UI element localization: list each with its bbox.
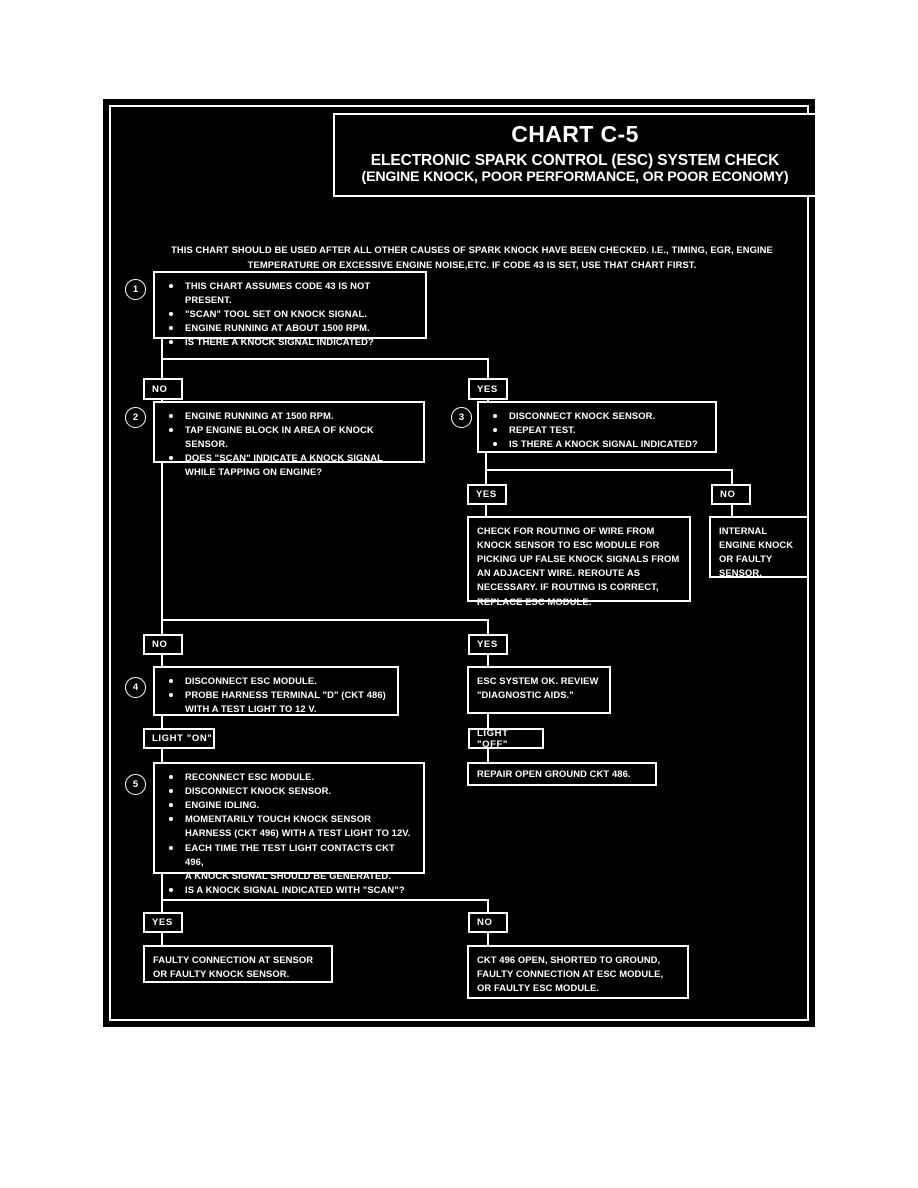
list-item-line2: A KNOCK SIGNAL SHOULD BE GENERATED. <box>185 869 391 881</box>
connector <box>487 899 489 913</box>
step-3-bullets <box>489 409 707 451</box>
result-text: REPAIR OPEN GROUND CKT 486. <box>477 767 631 779</box>
result-box-esc-ok <box>467 666 611 714</box>
connector <box>161 619 163 635</box>
branch-tag-no: NO <box>143 378 183 400</box>
connector <box>485 453 487 470</box>
list-item-line2: WITH A TEST LIGHT TO 12 V. <box>185 703 317 715</box>
chart-intro-text: THIS CHART SHOULD BE USED AFTER ALL OTHER CAUSES OF SPARK KNOCK HAVE BEEN CHECKED. I.E., TIMING, EGR, ENGINE TEMPERATURE OR EXCESSIVE ENGINE NOISE,ETC. IF CODE 43 IS SET, USE THAT CHART FIRST. <box>171 244 773 270</box>
branch-tag-light-on: LIGHT "ON" <box>143 728 215 749</box>
list-item <box>165 841 415 883</box>
connector <box>487 358 489 379</box>
step-5-bullets <box>165 770 415 897</box>
list-item: REPEAT TEST. <box>489 423 707 437</box>
result-box-repair-ground <box>467 762 657 786</box>
connector <box>487 619 489 635</box>
chart-title-line2: (ENGINE KNOCK, POOR PERFORMANCE, OR POOR ECONOMY) <box>361 168 789 185</box>
list-item: IS THERE A KNOCK SIGNAL INDICATED? <box>165 335 417 349</box>
step-4-box <box>153 666 399 716</box>
chart-number: CHART C-5 <box>511 121 639 147</box>
list-item-line1: EACH TIME THE TEST LIGHT CONTACTS CKT 496, <box>185 841 395 867</box>
connector <box>161 874 163 900</box>
list-item-line1: DOES "SCAN" INDICATE A KNOCK SIGNAL <box>185 452 383 464</box>
list-item: ENGINE RUNNING AT 1500 RPM. <box>165 409 415 423</box>
result-text: CHECK FOR ROUTING OF WIRE FROM KNOCK SENSOR TO ESC MODULE FOR PICKING UP FALSE KNOCK SIGNALS FROM AN ADJACENT WIRE. REROUTE AS NECESSARY. IF ROUTING IS CORRECT, REPLACE ESC MODULE. <box>477 525 680 607</box>
list-item: RECONNECT ESC MODULE. <box>165 770 415 784</box>
result-box-internal-knock <box>709 516 809 578</box>
connector <box>487 749 489 762</box>
connector <box>161 619 489 621</box>
step-2-number: 2 <box>125 407 146 428</box>
branch-tag-no: NO <box>468 912 508 933</box>
branch-tag-yes: YES <box>467 484 507 505</box>
connector <box>485 469 733 471</box>
result-box-ckt496-fault <box>467 945 689 999</box>
branch-tag-yes: YES <box>468 634 508 655</box>
chart-sheet <box>100 96 818 1030</box>
list-item-line1: MOMENTARILY TOUCH KNOCK SENSOR <box>185 813 371 825</box>
step-4-bullets <box>165 674 389 716</box>
list-item: DISCONNECT KNOCK SENSOR. <box>489 409 707 423</box>
list-item <box>165 812 415 840</box>
chart-title-line1: ELECTRONIC SPARK CONTROL (ESC) SYSTEM CHECK <box>370 152 780 170</box>
result-text: CKT 496 OPEN, SHORTED TO GROUND, FAULTY CONNECTION AT ESC MODULE, OR FAULTY ESC MODULE. <box>477 954 664 994</box>
step-4-number: 4 <box>125 677 146 698</box>
step-5-box <box>153 762 425 895</box>
list-item: IS THERE A KNOCK SIGNAL INDICATED? <box>489 437 707 451</box>
result-text: INTERNAL ENGINE KNOCK OR FAULTY SENSOR. <box>719 525 794 579</box>
list-item <box>165 688 389 716</box>
list-item-line1: PROBE HARNESS TERMINAL "D" (CKT 486) <box>185 689 386 701</box>
step-3-number: 3 <box>451 407 472 428</box>
branch-tag-light-off: LIGHT "OFF" <box>468 728 544 749</box>
list-item: "SCAN" TOOL SET ON KNOCK SIGNAL. <box>165 307 417 321</box>
result-box-faulty-connection <box>143 945 333 983</box>
list-item: ENGINE RUNNING AT ABOUT 1500 RPM. <box>165 321 417 335</box>
connector <box>161 463 163 620</box>
result-text: ESC SYSTEM OK. REVIEW "DIAGNOSTIC AIDS." <box>477 675 599 701</box>
connector <box>161 358 163 379</box>
branch-tag-yes: YES <box>468 378 508 400</box>
branch-tag-no: NO <box>711 484 751 505</box>
connector <box>161 899 163 913</box>
step-2-box <box>153 401 425 478</box>
connector <box>161 899 489 901</box>
list-item: IS A KNOCK SIGNAL INDICATED WITH "SCAN"? <box>165 883 415 897</box>
list-item: ENGINE IDLING. <box>165 798 415 812</box>
list-item <box>165 451 415 479</box>
list-item-line2: WHILE TAPPING ON ENGINE? <box>185 466 323 478</box>
step-1-number: 1 <box>125 279 146 300</box>
branch-tag-no: NO <box>143 634 183 655</box>
connector <box>161 358 489 360</box>
step-1-bullets <box>165 279 417 350</box>
list-item: THIS CHART ASSUMES CODE 43 IS NOT PRESENT. <box>165 279 417 307</box>
title-block <box>333 113 817 197</box>
step-1-box <box>153 271 427 348</box>
list-item: DISCONNECT KNOCK SENSOR. <box>165 784 415 798</box>
chart-frame <box>109 105 809 1021</box>
connector <box>161 749 163 762</box>
step-2-bullets <box>165 409 415 480</box>
list-item: DISCONNECT ESC MODULE. <box>165 674 389 688</box>
step-5-number: 5 <box>125 774 146 795</box>
list-item: TAP ENGINE BLOCK IN AREA OF KNOCK SENSOR. <box>165 423 415 451</box>
result-text: FAULTY CONNECTION AT SENSOR OR FAULTY KNOCK SENSOR. <box>153 954 314 980</box>
list-item-line2: HARNESS (CKT 496) WITH A TEST LIGHT TO 12V. <box>185 827 411 839</box>
connector <box>161 339 163 359</box>
result-box-reroute <box>467 516 691 607</box>
step-3-box <box>477 401 717 453</box>
branch-tag-yes: YES <box>143 912 183 933</box>
